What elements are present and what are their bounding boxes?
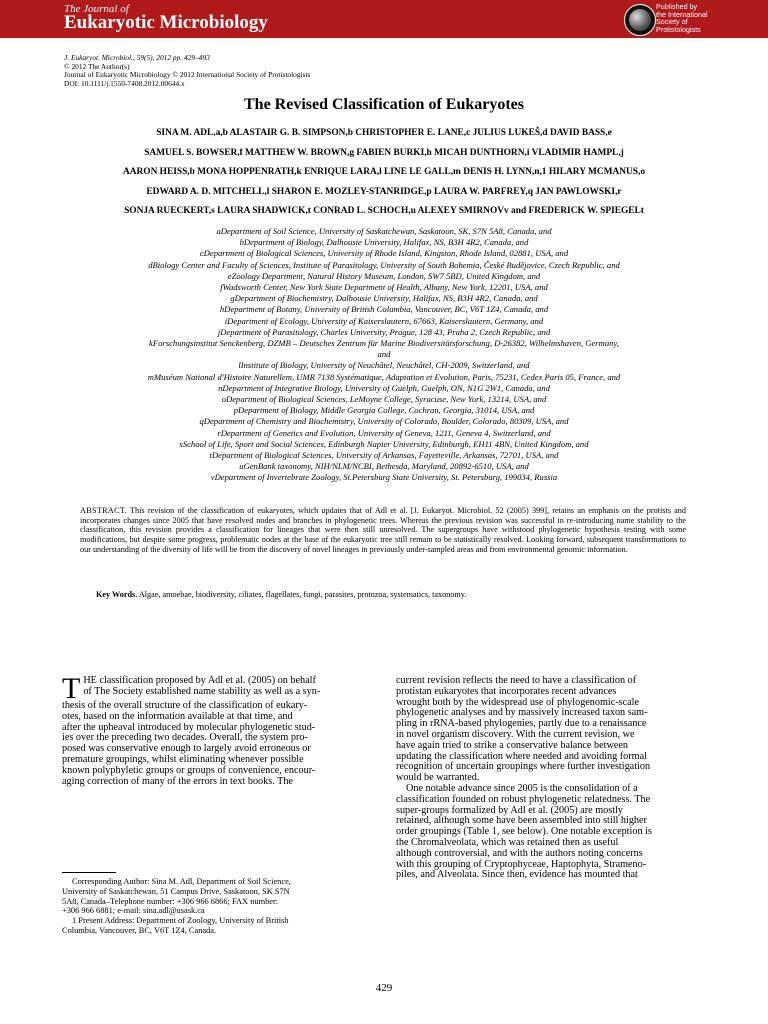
author-line: SINA M. ADL,a,b ALASTAIR G. B. SIMPSON,b CHRISTOPHER E. LANE,c JULIUS LUKEŠ,d DAVID BASS,e [156, 128, 612, 138]
affiliation-line: kForschungsinstitut Senckenberg, DZMB – Deutsches Zentrum für Marine Biodiversitätsforschung, D-26382, Wilhelmshaven, Germany, [149, 338, 619, 349]
affiliation-line: mMuséum National d'Histoire Naturellem, UMR 7138 Systématique, Adaptation et Evolution, Paris, 75231, Cedex Paris 05, France, and [147, 371, 621, 382]
body-line: super-groups formalized by Adl et al. (2005) are mostly [396, 804, 623, 816]
affiliation-line: rDepartment of Genetics and Evolution, University of Geneva, 1211, Geneva 4, Switzerland, and [217, 427, 551, 438]
author-line: SONJA RUECKERT,s LAURA SHADWICK,t CONRAD L. SCHOCH,u ALEXEY SMIRNOVv and FREDERICK W. SPIEGELt [124, 206, 644, 216]
abstract-label: ABSTRACT. [80, 506, 127, 515]
affiliation-line: vDepartment of Invertebrate Zoology, St.Petersburg State University, St. Petersburg, 199034, Russia [210, 472, 558, 483]
footnote-line: Columbia, Vancouver, BC, V6T 1Z4, Canada. [62, 925, 217, 935]
body-line: protistan eukaryotes that incorporates recent advances [396, 685, 617, 697]
citation-block [64, 54, 310, 88]
body-line: known polyphyletic groups or groups of convenience, encour- [62, 764, 316, 776]
affiliation-line: nDepartment of Integrative Biology, University of Guelph, Guelph, ON, N1G 2W1, Canada, and [218, 382, 550, 393]
body-line: ies over the preceding two decades. Overall, the system pro- [62, 732, 308, 744]
affiliation-line: hDepartment of Botany, University of British Columbia, Vancouver, BC, V6T 1Z4, Canada, and [219, 304, 549, 315]
affiliation-line: bDepartment of Biology, Dalhousie University, Halifax, NS, B3H 4R2, Canada, and [239, 237, 529, 248]
affiliation-line: tDepartment of Biological Sciences, University of Arkansas, Fayetteville, Arkansas, 72701, USA, and [209, 450, 559, 461]
doi-line: DOI: 10.1111/j.1550-7408.2012.00644.x [64, 78, 185, 88]
body-line: retained, although some have been assembled into still higher [396, 815, 647, 827]
footnote-line: 1 Present Address: Department of Zoology, University of British [72, 916, 289, 926]
affiliation-line: pDepartment of Biology, Middle Georgia College, Cochran, Georgia, 31014, USA, and [233, 405, 535, 416]
author-line: EDWARD A. D. MITCHELL,l SHARON E. MOZLEY-STANRIDGE,p LAURA W. PARFREY,q JAN PAWLOWSKI,r [146, 186, 622, 197]
body-line: phylogenetic analyses and by massively increased taxon sam- [396, 707, 648, 719]
body-line: thesis of the overall structure of the classification of eukary- [62, 700, 308, 711]
body-line: although controversial, and with the authors noting concerns [396, 847, 643, 859]
footnote-line: Corresponding Author: Sina M. Adl, Department of Soil Science, [72, 877, 291, 886]
body-line: after the upheaval introduced by molecular phylogenetic stud- [62, 721, 316, 733]
footnote-line: University of Saskatchewan, 51 Campus Drive, Saskatoon, SK S7N [62, 886, 290, 896]
journal-name-small: The Journal of [64, 3, 129, 15]
affiliation-line: and [377, 349, 391, 360]
keywords-text: Algae, amoebae, biodiversity, ciliates, flagellates, fungi, parasites, protozoa, systematics, taxonomy. [138, 590, 467, 599]
society-logo [624, 4, 656, 36]
affiliation-line: jDepartment of Parasitology, Charles University, Prague, 128 43, Praha 2, Czech Republic, and [217, 326, 551, 337]
abstract [80, 506, 686, 555]
body-line: wrought both by the widespread use of phylogenomic-scale [396, 696, 640, 708]
affiliation-line: lInstitute of Biology, University of Neuchâtel, Neuchâtel, CH-2009, Switzerland, and [238, 360, 530, 371]
body-line: order groupings (Table 1, see below). One notable exception is [396, 826, 652, 838]
body-line: have again tried to strike a conservative balance between [396, 739, 628, 751]
affiliation-line: fWadsworth Center, New York State Department of Health, Albany, New York, 12201, USA, and [220, 282, 548, 293]
abstract-text: This revision of the classification of eukaryotes, which updates that of Adl et al. [J. Eukaryot. Microbiol. 52 (2005) 399], retains an emphasis on the protists and incorporates changes since 2005 that have resolved nodes and branches in phylogenetic trees. Whereas the previous revision was successful in re-introducing name stability to the classification, this revision provides a classification for lineages that were then still unresolved. The supergroups have withstood phylogenetic hypothesis testing with some modifications, but despite some progress, problematic nodes at the base of the eukaryotic tree still remain to be statistically resolved. Looking forward, subsequent transformations to our understanding of the diversity of life will be from the discovery of novel lineages in previously under-sampled areas and from environmental genomic information. [80, 506, 686, 554]
keywords [96, 590, 686, 600]
body-column-right [396, 676, 712, 881]
body-line: posed was conservative enough to largely avoid erroneous or [62, 743, 311, 755]
affiliation-line: oDepartment of Biological Sciences, LeMoyne College, Syracuse, New York, 13214, USA, and [221, 394, 547, 405]
affiliation-line: sSchool of Life, Sport and Social Sciences, Edinburgh Napier University, Edinburgh, EH11 4BN, United Kingdom, and [179, 438, 589, 449]
affiliation-line: cDepartment of Biological Sciences, University of Rhode Island, Kingston, Rhode Island, 02881, USA, and [199, 248, 569, 259]
body-line: the Chromalveolata, which was retained then as useful [396, 836, 619, 848]
affiliation-line: dBiology Center and Faculty of Sciences, Institute of Parasitology, University of South Bohemia, České Budějovice, Czech Republic, and [148, 259, 620, 270]
author-list [60, 124, 708, 222]
affiliation-line: eZoology Department, Natural History Museum, London, SW7 5BD, United Kingdom, and [227, 270, 541, 281]
body-line: One notable advance since 2005 is the consolidation of a [406, 782, 638, 794]
journal-banner [0, 0, 768, 38]
body-line: classification founded on robust phylogenetic relatedness. The [396, 793, 651, 805]
citation-line: © 2012 The Author(s) [64, 61, 130, 71]
body-line: with this grouping of Cryptophyceae, Haptophyta, Strameno- [396, 858, 647, 870]
publisher-note: Published by the International Society of Protistologists [656, 2, 708, 34]
journal-name: Eukaryotic Microbiology [64, 12, 268, 33]
body-line: of The Society established name stability as well as a syn- [83, 685, 321, 697]
body-line: pling in rRNA-based phylogenies, partly due to a renaissance [396, 718, 647, 730]
body-line: otes, based on the information available at that time, and [62, 710, 293, 722]
footnote-line: 5A8, Canada–Telephone number: +306 966 6866; FAX number: [62, 896, 279, 906]
body-line: current revision reflects the need to have a classification of [396, 675, 637, 686]
body-line: updating the classification where needed and avoiding formal [396, 750, 647, 762]
affiliation-list [60, 226, 708, 484]
affiliation-line: gDepartment of Biochemistry, Dalhousie University, Halifax, NS, B3H 4R2, Canada, and [230, 293, 538, 304]
citation-line: J. Eukaryot. Microbiol., 59(5), 2012 pp. 429–493 [64, 53, 210, 62]
body-line: piles, and Alveolata. Since then, evidence has mounted that [396, 869, 638, 881]
body-line: would be warranted. [396, 772, 480, 784]
body-column-left [62, 672, 378, 787]
author-line: AARON HEISS,b MONA HOPPENRATH,k ENRIQUE LARA,l LINE LE GALL,m DENIS H. LYNN,n,1 HILARY MCMANUS,o [122, 167, 646, 177]
body-line: recognition of uncertain groupings where further investigation [396, 761, 651, 773]
page-number: 429 [375, 982, 393, 994]
affiliation-line: iDepartment of Ecology, University of Kaiserslautern, 67663, Kaiserslautern, Germany, and [224, 315, 544, 326]
affiliation-line: uGenBank taxonomy, NIH/NLM/NCBI, Bethesda, Maryland, 20892-6510, USA, and [239, 461, 529, 472]
drop-cap: T [62, 672, 81, 705]
body-line: premature groupings, whilst eliminating whenever possible [62, 753, 304, 765]
citation-line: Journal of Eukaryotic Microbiology © 2012 International Society of Protistologists [64, 70, 311, 80]
body-line: aging correction of many of the errors in text books. The [62, 775, 293, 787]
footnote-divider [62, 872, 116, 873]
article-title: The Revised Classification of Eukaryotes [244, 96, 524, 113]
footnotes [62, 877, 380, 936]
keywords-label: Key Words. [96, 590, 138, 599]
affiliation-line: aDepartment of Soil Science, University of Saskatchewan, Saskatoon, SK, S7N 5A8, Canada, and [216, 226, 552, 236]
footnote-line: +306 966 6881; e-mail: sina.adl@usask.ca [62, 906, 205, 916]
author-line: SAMUEL S. BOWSER,f MATTHEW W. BROWN,g FABIEN BURKI,h MICAH DUNTHORN,i VLADIMIR HAMPL,j [144, 147, 624, 158]
body-line: in novel organism discovery. With the current revision, we [396, 728, 635, 740]
affiliation-line: qDepartment of Chemistry and Biochemistry, University of Colorado, Boulder, Colorado, 80309, USA, and [199, 416, 569, 427]
body-line: HE classification proposed by Adl et al. (2005) on behalf [83, 675, 316, 686]
